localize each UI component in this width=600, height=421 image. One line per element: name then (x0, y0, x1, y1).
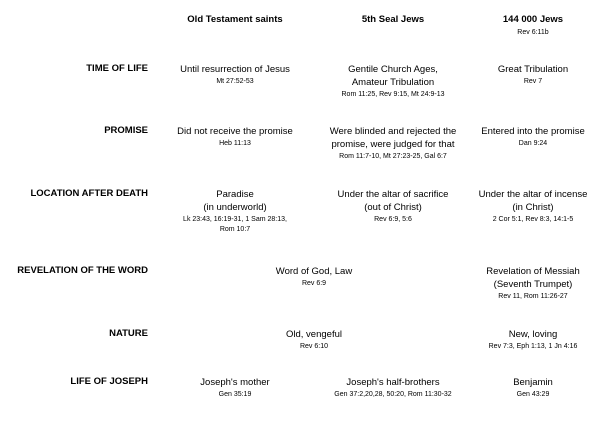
cell-ref: Dan 9:24 (518, 140, 548, 147)
cell-ref: Rev 6:9 (301, 280, 327, 287)
cell-text: Under the altar of sacrifice (337, 189, 449, 200)
cell-col2 (318, 63, 468, 100)
cell-ref: Gen 43:29 (516, 391, 550, 398)
header-144000-title: 144 000 Jews (502, 14, 564, 25)
cell-text: (out of Christ) (364, 202, 422, 213)
cell-ref: Rev 11, Rom 11:26-27 (498, 293, 568, 300)
header-old-testament-saints: Old Testament saints (187, 14, 283, 25)
cell-text: Revelation of Messiah (486, 266, 580, 277)
cell-ref: Rom 11:25, Rev 9:15, Mt 24:9-13 (341, 91, 445, 98)
header-144000-ref: Rev 6:11b (517, 29, 549, 36)
row-label: NATURE (109, 328, 148, 339)
cell-text: (Seventh Trumpet) (493, 279, 573, 290)
cell-text: (in Christ) (512, 202, 554, 213)
cell-ref: Gen 35:19 (218, 391, 252, 398)
cell-col1-2 (160, 265, 468, 289)
cell-text: Benjamin (513, 377, 553, 388)
cell-ref: Mt 27:52-53 (216, 78, 254, 85)
cell-text: Entered into the promise (481, 126, 585, 137)
cell-col3 (466, 63, 600, 87)
cell-col1 (160, 125, 310, 149)
cell-col1 (160, 376, 310, 400)
cell-text: Did not receive the promise (177, 126, 293, 137)
cell-ref: Rom 10:7 (219, 226, 251, 233)
cell-text: Joseph's mother (200, 377, 270, 388)
cell-text: Gentile Church Ages, (348, 64, 438, 75)
cell-col3 (466, 188, 600, 225)
cell-col3 (466, 328, 600, 352)
cell-text: promise, were judged for that (331, 139, 455, 150)
cell-text: Word of God, Law (275, 266, 353, 277)
cell-col1-2 (160, 328, 468, 352)
cell-text: Under the altar of incense (478, 189, 588, 200)
cell-col3 (466, 265, 600, 302)
cell-col3 (466, 125, 600, 149)
cell-ref: Lk 23:43, 16:19-31, 1 Sam 28:13, (183, 216, 287, 223)
cell-ref: 2 Cor 5:1, Rev 8:3, 14:1-5 (492, 216, 574, 223)
cell-ref: Gen 37:2,20,28, 50:20, Rom 11:30-32 (334, 391, 452, 398)
header-5th-seal-jews: 5th Seal Jews (361, 14, 425, 25)
cell-col1 (160, 63, 310, 87)
cell-text: (in underworld) (203, 202, 267, 213)
cell-text: Paradise (216, 189, 254, 200)
cell-text: New, loving (508, 329, 558, 340)
row-label: PROMISE (104, 125, 148, 136)
cell-col3 (466, 376, 600, 400)
row-label: TIME OF LIFE (86, 63, 148, 74)
cell-text: Were blinded and rejected the (329, 126, 457, 137)
cell-text: Amateur Tribulation (351, 77, 435, 88)
cell-col2 (318, 376, 468, 400)
row-label: LIFE OF JOSEPH (70, 376, 148, 387)
cell-text: Until resurrection of Jesus (180, 64, 290, 75)
cell-ref: Rev 6:9, 5:6 (374, 216, 412, 223)
cell-ref: Rom 11:7-10, Mt 27:23-25, Gal 6:7 (339, 153, 447, 160)
cell-col2 (318, 188, 468, 225)
cell-text: Great Tribulation (497, 64, 569, 75)
cell-col2 (318, 125, 468, 162)
row-label: REVELATION OF THE WORD (17, 265, 148, 276)
cell-text: Old, vengeful (286, 329, 342, 340)
cell-ref: Rev 7:3, Eph 1:13, 1 Jn 4:16 (488, 343, 578, 350)
cell-text: Joseph's half-brothers (346, 377, 440, 388)
cell-ref: Heb 11:13 (219, 140, 251, 147)
cell-col1 (160, 188, 310, 235)
header-144000-jews (466, 14, 600, 36)
cell-ref: Rev 7 (523, 78, 543, 85)
cell-ref: Rev 6:10 (299, 343, 329, 350)
row-label: LOCATION AFTER DEATH (30, 188, 148, 199)
